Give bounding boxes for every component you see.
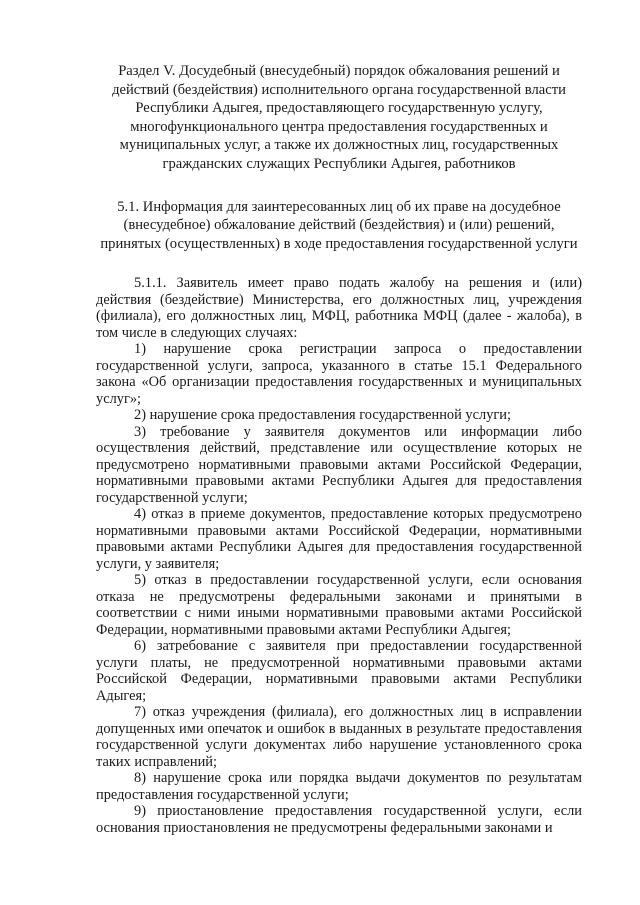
body-text [96, 275, 582, 836]
list-item-8: 8) нарушение срока или порядка выдачи документов по результатам предоставления государственной услуги; [96, 770, 582, 803]
list-item-5: 5) отказ в предоставлении государственной услуги, если основания отказа не предусмотрены федеральными законами и принятыми в соответствии с ними иными нормативными правовыми актами Российской Федерации, нормативными правовыми актами Республики Адыгея; [96, 572, 582, 638]
list-item-6: 6) затребование с заявителя при предоставлении государственной услуги платы, не предусмотренной нормативными правовыми актами Российской Федерации, нормативными правовыми актами Республики Адыгея; [96, 638, 582, 704]
section-title: Раздел V. Досудебный (внесудебный) порядок обжалования решений и действий (бездействия) исполнительного органа государственной власти Республики Адыгея, предоставляющего государственную услугу, многофункционального центра предоставления государственных и муниципальных услуг, а также их должностных лиц, государственных гражданских служащих Республики Адыгея, работников [112, 63, 566, 172]
list-item-9: 9) приостановление предоставления государственной услуги, если основания приостановления не предусмотрены федеральными законами и [96, 803, 582, 836]
list-item-7: 7) отказ учреждения (филиала), его должностных лиц в исправлении допущенных ими опечаток и ошибок в выданных в результате предоставления государственной услуги документах либо нарушение установленного срока таких исправлений; [96, 704, 582, 770]
list-item-3: 3) требование у заявителя документов или информации либо осуществления действий, представление или осуществление которых не предусмотрено нормативными правовыми актами Российской Федерации, нормативными правовыми актами Республики Адыгея для предоставления государственной услуги; [96, 423, 582, 506]
list-item-2: 2) нарушение срока предоставления государственной услуги; [134, 407, 511, 424]
subsection-title: 5.1. Информация для заинтересованных лиц об их праве на досудебное (внесудебное) обжалование действий (бездействия) и (или) решений, принятых (осуществленных) в ходе предоставления государственной услуги [100, 198, 578, 252]
document-page [96, 62, 582, 836]
list-item-1: 1) нарушение срока регистрации запроса о предоставлении государственной услуги, запроса, указанного в статье 15.1 Федерального закона «Об организации предоставления государственных и муниципальных услуг»; [96, 341, 582, 407]
list-item-4: 4) отказ в приеме документов, предоставление которых предусмотрено нормативными правовыми актами Российской Федерации, нормативными правовыми актами Республики Адыгея для предоставления государственной услуги, у заявителя; [96, 506, 582, 572]
paragraph-intro: 5.1.1. Заявитель имеет право подать жалобу на решения и (или) действия (бездействие) Министерства, его должностных лиц, учреждения (филиала), его должностных лиц, МФЦ, работника МФЦ (далее - жалоба), в том числе в следующих случаях: [96, 275, 582, 341]
